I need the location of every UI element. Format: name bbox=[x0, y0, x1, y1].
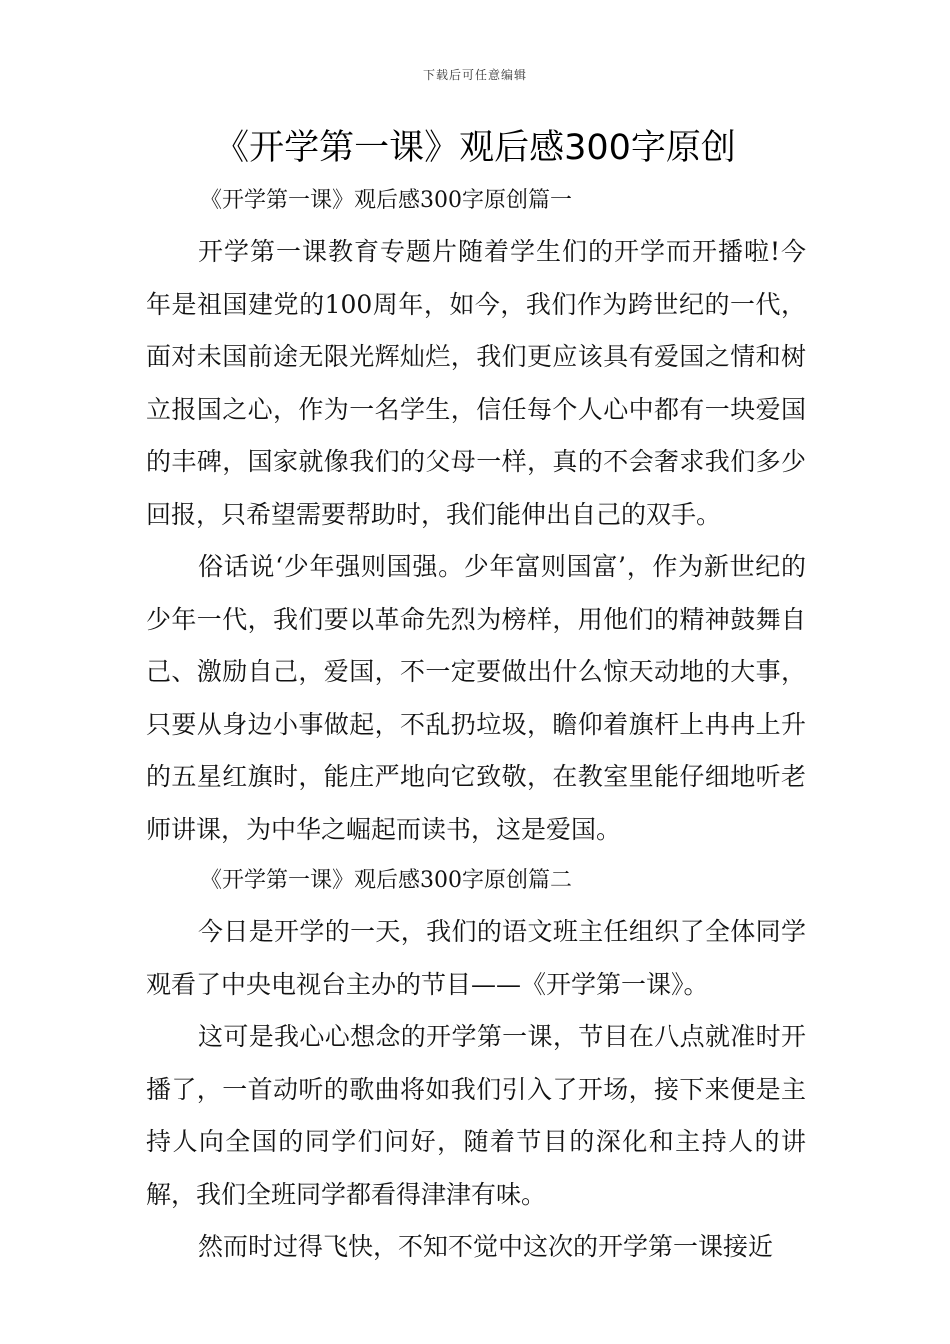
document-body bbox=[146, 176, 806, 1274]
section-1-paragraph-2: 俗话说‘少年强则国强。少年富则国富’，作为新世纪的少年一代，我们要以革命先烈为榜样，用他们的精神鼓舞自己、激励自己，爱国，不一定要做出什么惊天动地的大事，只要从身边小事做起，不乱扔垃圾，瞻仰着旗杆上冉冉上升的五星红旗时，能庄严地向它致敬，在教室里能仔细地听老师讲课，为中华之崛起而读书，这是爱国。 bbox=[146, 552, 806, 844]
section-2-paragraph-2: 这可是我心心想念的开学第一课，节目在八点就准时开播了，一首动听的歌曲将如我们引入了开场，接下来便是主持人向全国的同学们问好，随着节目的深化和主持人的讲解，我们全班同学都看得津津有味。 bbox=[146, 1022, 806, 1209]
section-1-paragraph-1: 开学第一课教育专题片随着学生们的开学而开播啦!今年是祖国建党的100周年，如今，我们作为跨世纪的一代，面对未国前途无限光辉灿烂，我们更应该具有爱国之情和树立报国之心，作为一名学生，信任每个人心中都有一块爱国的丰碑，国家就像我们的父母一样，真的不会奢求我们多少回报，只希望需要帮助时，我们能伸出自己的双手。 bbox=[146, 237, 806, 529]
section-1-subtitle: 《开学第一课》观后感300字原创篇一 bbox=[200, 188, 572, 213]
section-2-paragraph-1: 今日是开学的一天，我们的语文班主任组织了全体同学观看了中央电视台主办的节目——《开学第一课》。 bbox=[146, 917, 806, 999]
document-title: 《开学第一课》观后感300字原创 bbox=[214, 128, 736, 168]
header-note: 下载后可任意编辑 bbox=[422, 68, 527, 82]
section-2-subtitle: 《开学第一课》观后感300字原创篇二 bbox=[200, 868, 572, 893]
section-2-paragraph-3: 然而时过得飞快，不知不觉中这次的开学第一课接近 bbox=[198, 1232, 774, 1261]
